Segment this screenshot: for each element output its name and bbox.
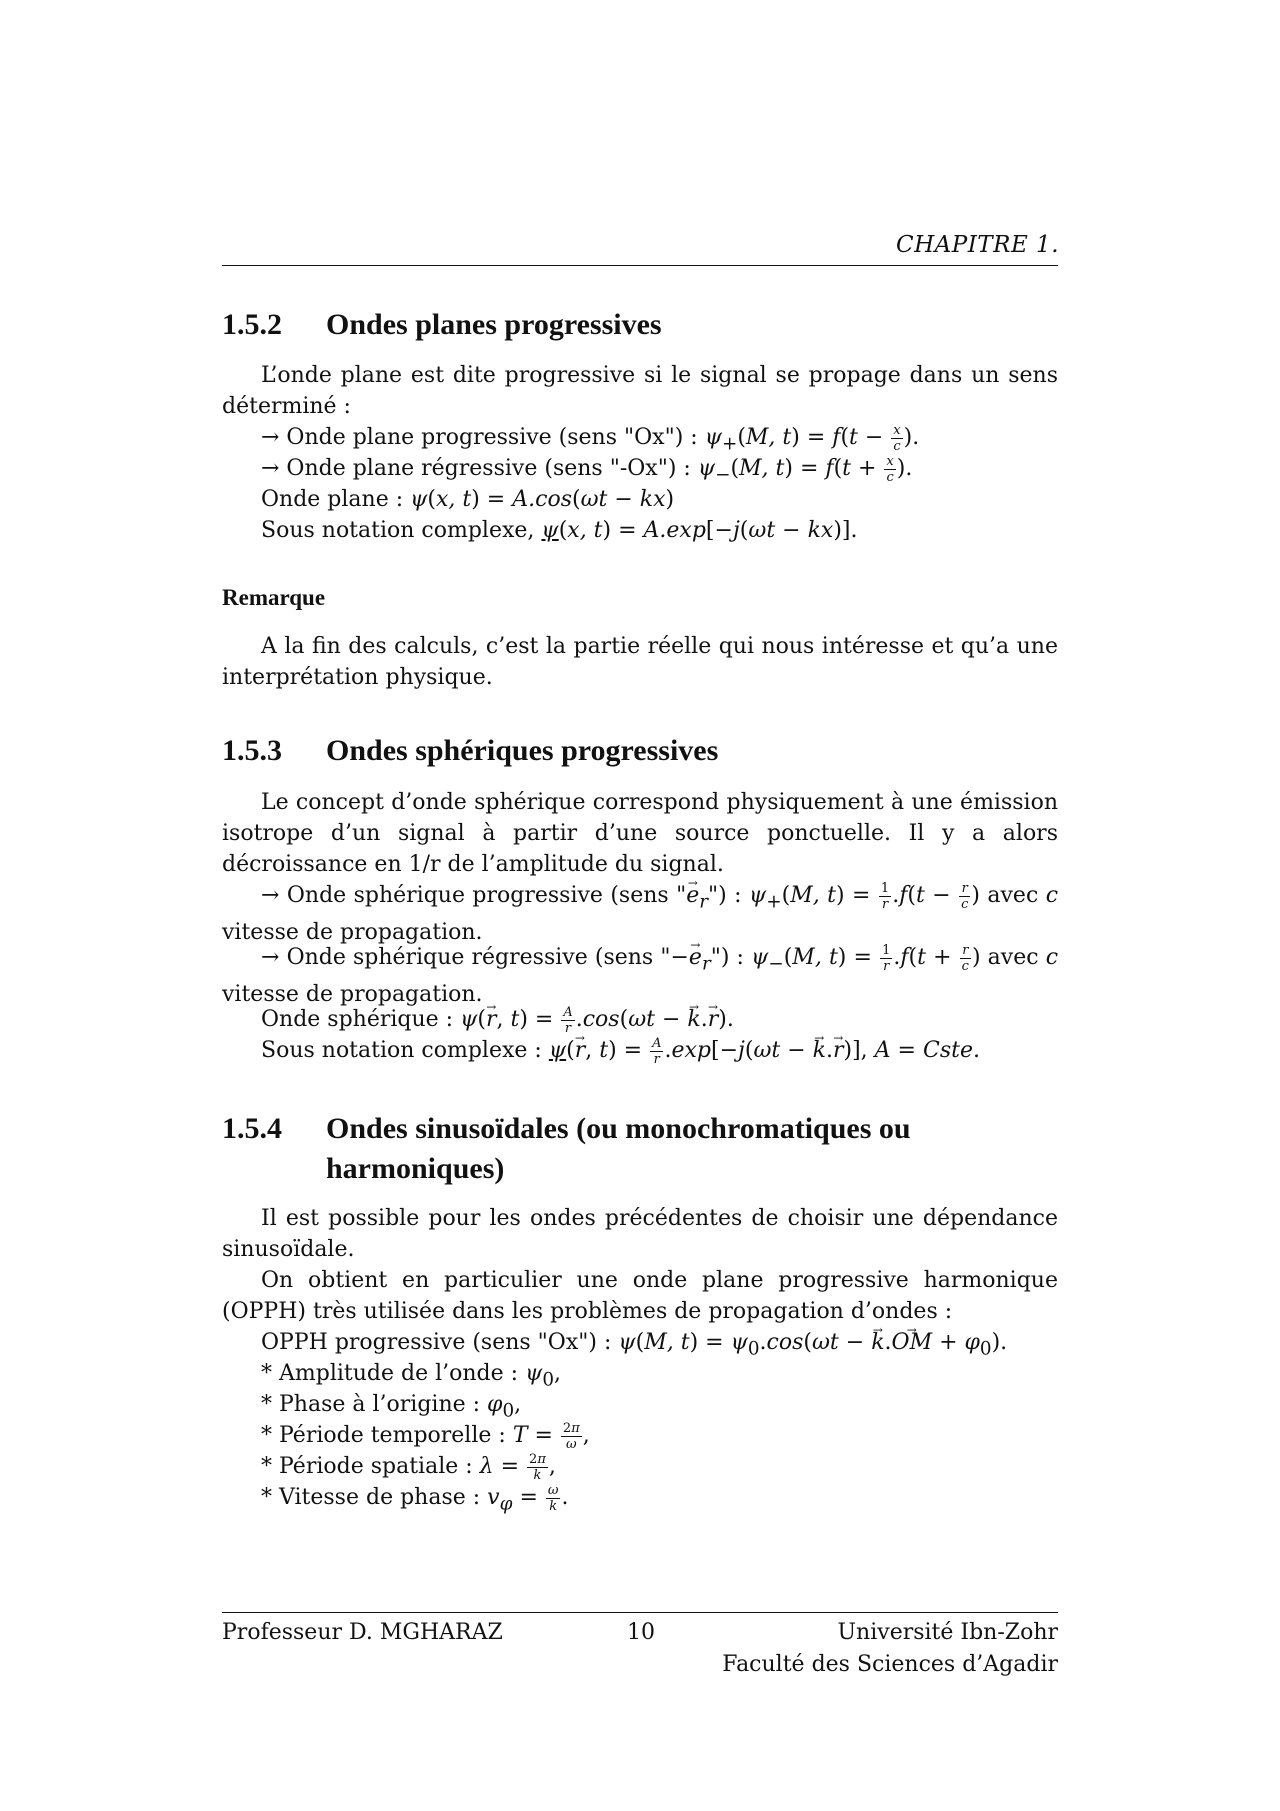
remark-title: Remarque: [222, 585, 326, 610]
list-item-label: * Phase à l’origine :: [261, 1392, 481, 1417]
equation-line: OPPH progressive (sens "Ox") : ψ(M, $t) = \psi_0.\cos(\omega t - k \to.OM$ → + $\varphi_0$).: [261, 1327, 1007, 1364]
paragraph: [222, 1265, 1058, 1327]
equation-label: → Onde sphérique progressive (sens ": [261, 883, 687, 908]
footer-faculty: Faculté des Sciences d’Agadir: [722, 1652, 1058, 1677]
list-item: * Phase à l’origine : $\varphi_0$,: [261, 1392, 522, 1422]
equation-line: Sous notation complexe, ψ(x, t) = A.exp[−j(ωt − kx)].: [261, 518, 858, 543]
equation-label: vitesse de propagation.: [222, 920, 483, 946]
paragraph-text: A la fin des calculs, c’est la partie réelle qui nous intéresse et qu’a une interprétation physique.: [222, 634, 1058, 690]
list-item: * Amplitude de l’onde : $\psi_0$,: [261, 1361, 561, 1391]
page-number: 10: [627, 1620, 655, 1645]
list-item-label: * Amplitude de l’onde :: [261, 1361, 519, 1386]
equation-label: Sous notation complexe :: [261, 1038, 542, 1063]
section-number: 1.5.3: [222, 734, 282, 767]
paragraph-text: L’onde plane est dite progressive si le signal se propage dans un sens déterminé :: [222, 363, 1058, 419]
equation-line: Onde plane : ψ(x, t) = A.cos(ωt − kx): [261, 487, 675, 512]
paragraph-text: Il est possible pour les ondes précédentes de choisir une dépendance sinusoïdale.: [222, 1206, 1058, 1262]
running-header: CHAPITRE 1.: [895, 232, 1059, 258]
paragraph: [222, 787, 1058, 880]
equation-line: → Onde plane régressive (sens "-Ox") : $\psi_-(M$, t) = f(t + $\frac{x}{c}$ ).: [261, 453, 913, 486]
section-title: Ondes sphériques progressives: [326, 734, 719, 767]
equation-line: → Onde plane progressive (sens "Ox") : $\psi_+(M$, t) = f(t − $\frac{x}{c}$ ).: [261, 422, 920, 455]
paragraph-text: On obtient en particulier une onde plane progressive harmonique (OPPH) très utilisée dans les problèmes de propagation d’ondes :: [222, 1268, 1058, 1324]
paragraph: [222, 360, 1058, 422]
header-rule: [222, 265, 1058, 266]
equation-label: → Onde plane progressive (sens "Ox") :: [261, 425, 698, 450]
footer-rule: [222, 1612, 1058, 1613]
equation-line: Sous notation complexe : ψ(r →, t) = $\frac{A}{r}$ .exp[−j(ωt − k →.r →)], A = Cste.: [261, 1035, 980, 1066]
equation-paragraph: → Onde sphérique progressive (sens "$e \to_r$") : $\psi_+(M$, t) = $\frac{1}{r}$ .f(t − $\frac{r}{c}$ ) avec c vitesse de propagation.: [222, 880, 1058, 948]
list-item: * Vitesse de phase : $v_\varphi$ = $\frac{\omega}{k}$ .: [261, 1482, 569, 1515]
paragraph-text: Le concept d’onde sphérique correspond physiquement à une émission isotrope d’un signal à partir d’une source ponctuelle. Il y a alors décroissance en 1/r de l’amplitude du signal.: [222, 790, 1058, 877]
equation-label: avec: [987, 945, 1039, 970]
equation-label: avec: [987, 883, 1039, 908]
equation-label: Onde plane :: [261, 487, 404, 512]
paragraph: [222, 1203, 1058, 1265]
equation-label: vitesse de propagation.: [222, 982, 483, 1008]
list-item-label: * Vitesse de phase :: [261, 1485, 481, 1510]
footer-author: Professeur D. MGHARAZ: [222, 1620, 503, 1645]
equation-label: OPPH progressive (sens "Ox") :: [261, 1330, 612, 1355]
list-item: * Période temporelle : T = $\frac{2\pi}{\omega}$ ,: [261, 1420, 590, 1452]
equation-label: Onde sphérique :: [261, 1007, 454, 1032]
equation-label: → Onde plane régressive (sens "-Ox") :: [261, 456, 691, 481]
list-item-label: * Période temporelle :: [261, 1423, 506, 1448]
equation-label: Sous notation complexe,: [261, 518, 535, 543]
equation-paragraph: → Onde sphérique régressive (sens "$-e \to_r$") : $\psi_-(M$, t) = $\frac{1}{r}$ .f(t + $\frac{r}{c}$ ) avec c vitesse de propagation.: [222, 942, 1058, 1010]
equation-line: Onde sphérique : ψ(r →, t) = $\frac{A}{r}$ .cos(ωt − k →.r →).: [261, 1004, 734, 1035]
remark-paragraph: [222, 631, 1058, 693]
list-item-label: * Période spatiale :: [261, 1454, 473, 1479]
section-number: 1.5.2: [222, 308, 282, 341]
section-title: Ondes sinusoïdales (ou monochromatiques ou harmoniques): [326, 1112, 911, 1185]
list-item: * Période spatiale : λ = $\frac{2\pi}{k}$ ,: [261, 1451, 556, 1483]
section-number: 1.5.4: [222, 1112, 282, 1145]
equation-label: → Onde sphérique régressive (sens "−: [261, 945, 689, 970]
footer-university: Université Ibn-Zohr: [837, 1620, 1058, 1645]
section-title: Ondes planes progressives: [326, 308, 662, 341]
